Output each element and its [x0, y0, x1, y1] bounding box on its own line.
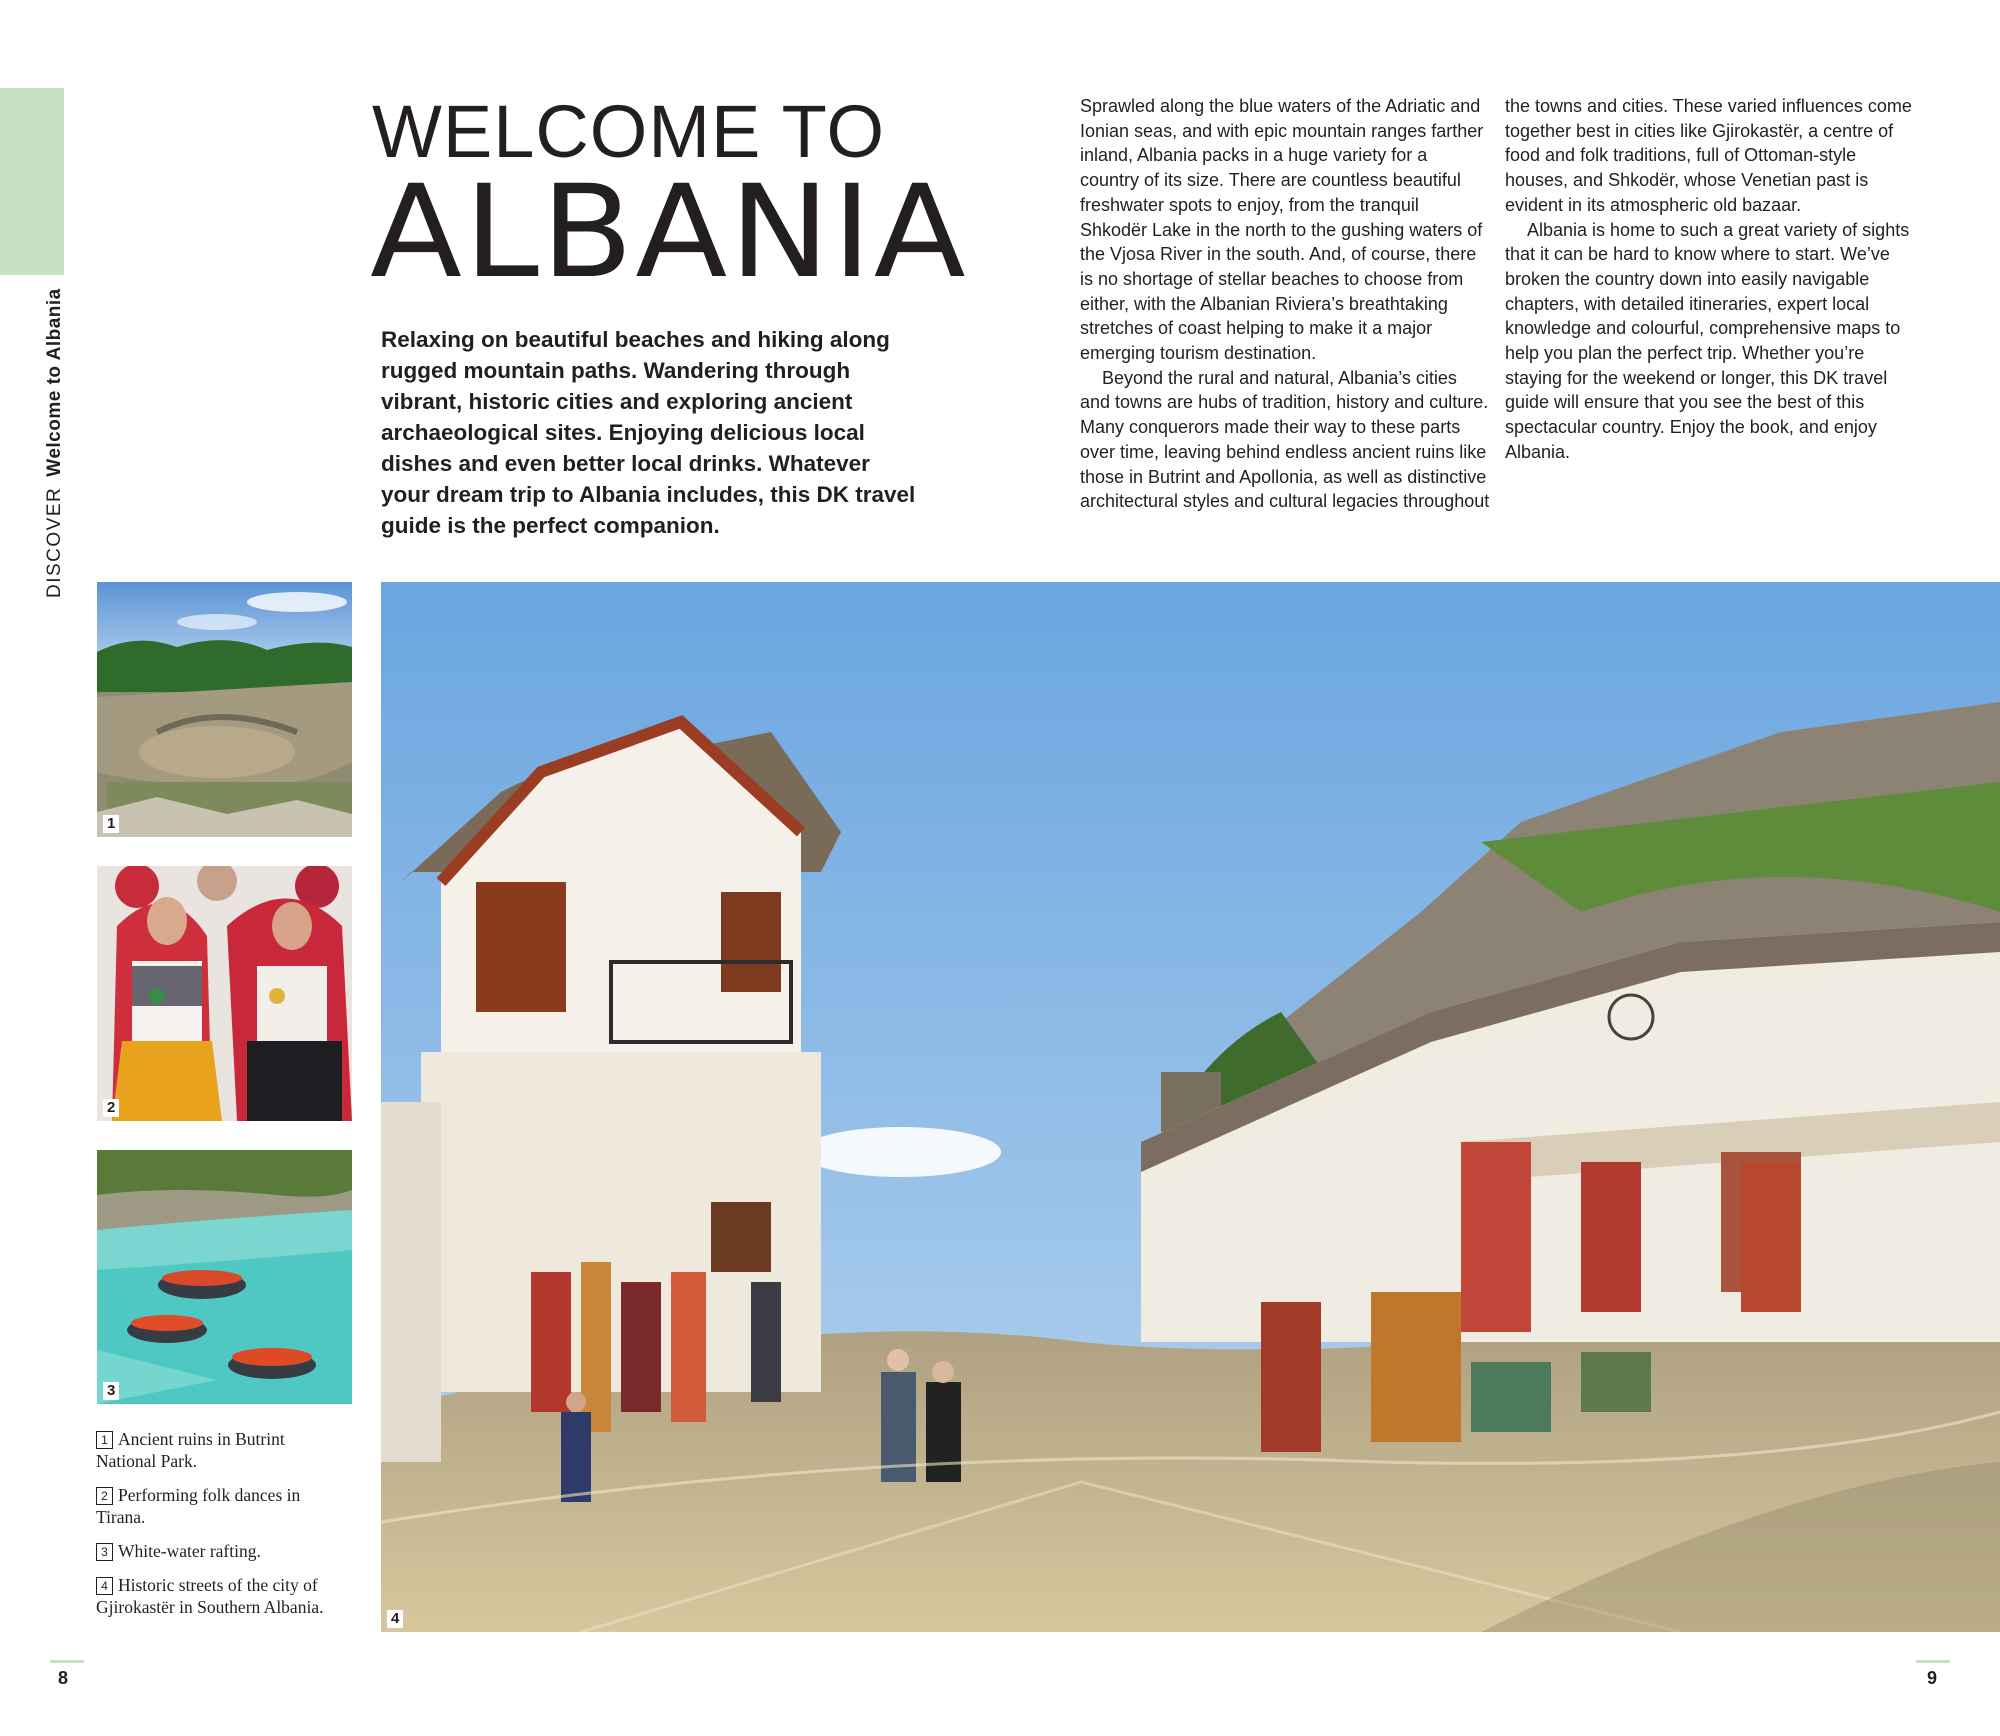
intro-paragraph: Relaxing on beautiful beaches and hiking along rugged mountain paths. Wandering through vibrant, historic cities and exploring ancient archaeological sites. Enjoying delicious local dishes and even better local drinks. Whatever your dream trip to Albania includes, this DK travel guide is the perfect companion. — [381, 327, 916, 538]
caption-number-3: 3 — [96, 1543, 113, 1561]
body-text — [1080, 94, 1915, 534]
section-label: DISCOVER — [44, 486, 65, 598]
photo-folk-dancers — [97, 866, 352, 1121]
caption-text-3: White-water rafting. — [118, 1541, 261, 1561]
page-number-right: 9 — [1927, 1668, 1938, 1688]
caption-text-4: Historic streets of the city of Gjirokastër in Southern Albania. — [96, 1575, 324, 1617]
caption-2 — [96, 1484, 336, 1528]
photo-gjirokaster-street — [381, 582, 2000, 1632]
caption-4 — [96, 1574, 336, 1618]
caption-number-1: 1 — [96, 1431, 113, 1449]
photo-captions — [96, 1428, 336, 1630]
photo-number-2: 2 — [103, 1099, 119, 1117]
caption-1 — [96, 1428, 336, 1472]
photo-number-4: 4 — [387, 1610, 403, 1628]
photo-number-1: 1 — [103, 815, 119, 833]
page-title-line2: ALBANIA — [370, 158, 968, 307]
caption-number-4: 4 — [96, 1577, 113, 1595]
photo-butrint-ruins — [97, 582, 352, 837]
page-title-line1: WELCOME TO — [372, 90, 886, 173]
folio-bar-right — [1916, 1660, 1950, 1663]
running-head — [44, 288, 66, 598]
folio-bar-left — [50, 1660, 84, 1663]
body-paragraph-1: Sprawled along the blue waters of the Adriatic and Ionian seas, and with epic mountain ranges farther inland, Albania packs in a huge variety for a country of its size. There are countless beautiful freshwater spots to enjoy, from the tranquil Shkodër Lake in the north to the gushing waters of the Vjosa River in the south. And, of course, there is no shortage of stellar beaches to choose from either, with the Albanian Riviera’s breathtaking stretches of coast helping to make it a major emerging tourism destination. — [1080, 96, 1484, 364]
chapter-label: Welcome to Albania — [44, 288, 65, 477]
photo-number-3: 3 — [103, 1382, 119, 1400]
photo-rafting — [97, 1150, 352, 1404]
page-number-left: 8 — [58, 1668, 69, 1688]
caption-text-1: Ancient ruins in Butrint National Park. — [96, 1429, 285, 1471]
chapter-color-tab — [0, 88, 64, 275]
caption-3 — [96, 1540, 336, 1562]
body-paragraph-2: Beyond the rural and natural, Albania’s cities and towns are hubs of tradition, history and culture. Many conquerors made their way to these parts over time, leaving behind endless ancient ruins like those in Butrint and Apollonia, as well as distinctive architectural styles and cultural legacies throughout the towns and cities. These varied influences come together best in cities like Gjirokastër, a centre of food and folk traditions, full of Ottoman-style houses, and Shkodër, whose Venetian past is evident in its atmospheric old bazaar. — [1080, 96, 1912, 512]
caption-number-2: 2 — [96, 1487, 113, 1505]
caption-text-2: Performing folk dances in Tirana. — [96, 1485, 301, 1527]
body-paragraph-3: Albania is home to such a great variety of sights that it can be hard to know where to start. We’ve broken the country down into easily navigable chapters, with detailed itineraries, expert local knowledge and colourful, comprehensive maps to help you plan the perfect trip. Whether you’re staying for the weekend or longer, this DK travel guide will ensure that you see the best of this spectacular country. Enjoy the book, and enjoy Albania. — [1505, 219, 1910, 462]
